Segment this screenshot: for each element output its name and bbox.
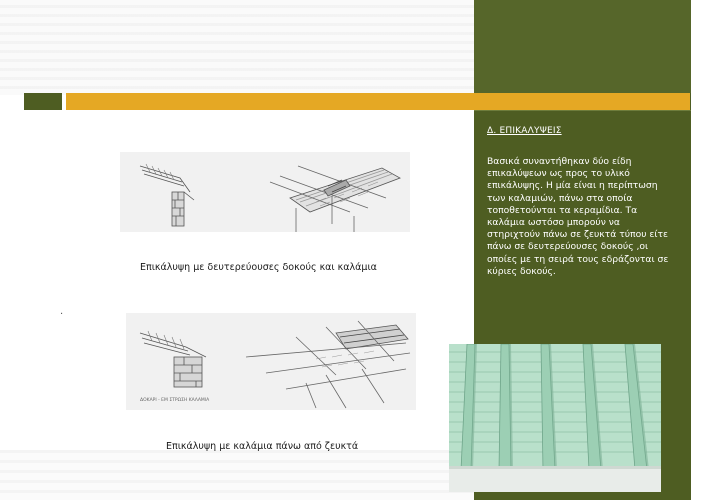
background-texture-bottom <box>0 450 474 500</box>
sketch-trusses <box>126 313 416 410</box>
header-bar-divider <box>474 110 691 111</box>
sketch-secondary-beams-drawing <box>120 152 410 232</box>
section-heading: Δ. ΕΠΙΚΑΛΥΨΕΙΣ <box>487 126 562 136</box>
sketch-secondary-beams <box>120 152 410 232</box>
ceiling-photo <box>449 344 661 492</box>
section-body-text: Βασικά συναντήθηκαν δύο είδη επικαλύψεων ως προς το υλικό επικάλυψης. Η μία είναι η περίπτωση των καλαμιών, πάνω στα οποία τοποθετούνται τα κεραμίδια. Τα καλάμια ωστόσο μπορούν να στηριχτούν πάνω σε ζευκτά τύπου είτε πάνω σε δευτερεύουσες δοκούς ,οι οποίες με τη σειρά τους εδράζονται σε κύριες δοκούς. <box>487 156 669 277</box>
svg-text:ΔΟΚΑΡΙ - ΕΜ ΣΤΡΩΣΗ ΚΑΛΑΜΙΑ: ΔΟΚΑΡΙ - ΕΜ ΣΤΡΩΣΗ ΚΑΛΑΜΙΑ <box>140 398 210 403</box>
figure-caption-secondary-beams: Επικάλυψη με δευτερεύουσες δοκούς και καλάμια <box>140 262 377 273</box>
header-bar-strip <box>66 93 690 110</box>
side-panel-header-block <box>474 0 691 93</box>
sketch-trusses-drawing <box>126 313 416 410</box>
figure-caption-trusses: Επικάλυψη με καλάμια πάνω από ζευκτά <box>166 441 359 452</box>
stray-marker: . <box>60 306 64 317</box>
header-bar-square <box>24 93 62 110</box>
background-texture <box>0 0 474 95</box>
ceiling-photo-image <box>449 344 661 492</box>
